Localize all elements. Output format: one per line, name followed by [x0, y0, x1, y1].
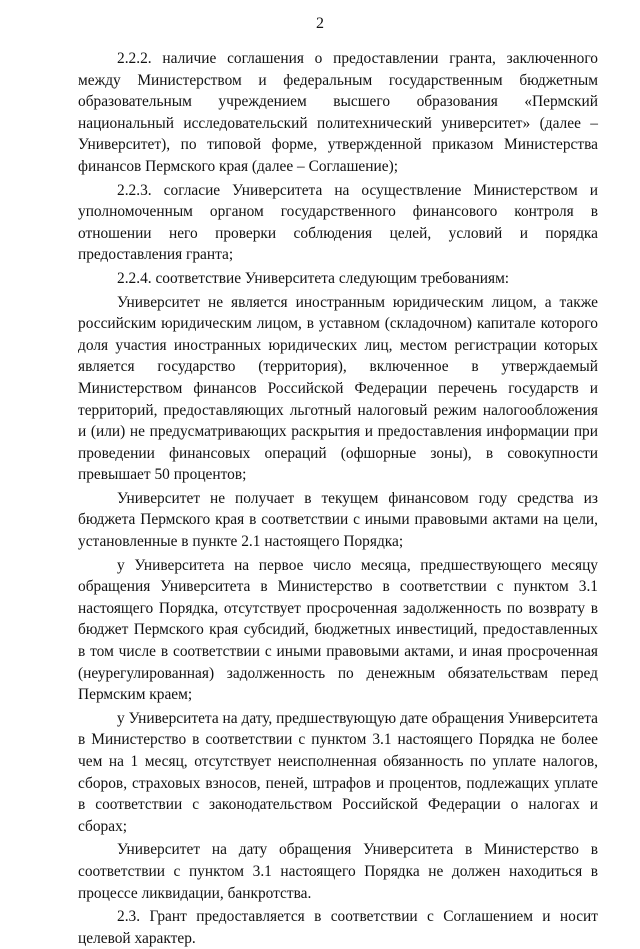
page-number: 2: [316, 15, 324, 32]
paragraph-2-3: 2.3. Грант предоставляется в соответствии с Соглашением и носит целевой характер.: [78, 908, 598, 947]
requirement-not-foreign-entity: Университет не является иностранным юридическим лицом, а также российским юридическим лицом, в уставном (складочном) капитале которого доля участия иностранных юридических лиц, местом регистрации которых является государство (территория), включенное в утверждаемый Министерством финансов Российской Федерации перечень государств и территорий, предоставляющих льготный налоговый режим налогообложения и (или) не предусматривающих раскрытия и предоставления информации при проведении финансовых операций (офшорные зоны), в совокупности превышает 50 процентов;: [78, 293, 598, 484]
document-body: [78, 48, 598, 949]
paragraph-2-2-4: 2.2.4. соответствие Университета следующим требованиям:: [117, 269, 510, 287]
requirement-no-overdue-debt: у Университета на первое число месяца, предшествующего месяцу обращения Университета в Министерство в соответствии с пунктом 3.1 настоящего Порядка, отсутствует просроченная задолженность по возврату в бюджет Пермского края субсидий, бюджетных инвестиций, предоставленных в том числе в соответствии с иными правовыми актами, и иная просроченная (неурегулированная) задолженность по денежным обязательствам перед Пермским краем;: [78, 556, 598, 704]
requirement-not-liquidation: Университет на дату обращения Университета в Министерство в соответствии с пунктом 3.1 настоящего Порядка не должен находиться в процессе ликвидации, банкротства.: [78, 841, 598, 902]
requirement-no-tax-arrears: у Университета на дату, предшествующую дате обращения Университета в Министерство в соответствии с пунктом 3.1 настоящего Порядка не более чем на 1 месяц, отсутствует неисполненная обязанность по уплате налогов, сборов, страховых взносов, пеней, штрафов и процентов, подлежащих уплате в соответствии с законодательством Российской Федерации о налогах и сборах;: [78, 709, 598, 835]
paragraph-2-2-3: 2.2.3. согласие Университета на осуществление Министерством и уполномоченным органом государственного финансового контроля в отношении него проверки соблюдения целей, условий и порядка предоставления гранта;: [78, 181, 598, 264]
paragraph-2-2-2: 2.2.2. наличие соглашения о предоставлении гранта, заключенного между Министерством и федеральным государственным бюджетным образовательным учреждением высшего образования «Пермский национальный исследовательский политехнический университет» (далее – Университет), по типовой форме, утвержденной приказом Министерства финансов Пермского края (далее – Соглашение);: [78, 50, 598, 175]
requirement-no-other-funds: Университет не получает в текущем финансовом году средства из бюджета Пермского края в соответствии с иными правовыми актами на цели, установленные в пункте 2.1 настоящего Порядка;: [78, 489, 598, 551]
